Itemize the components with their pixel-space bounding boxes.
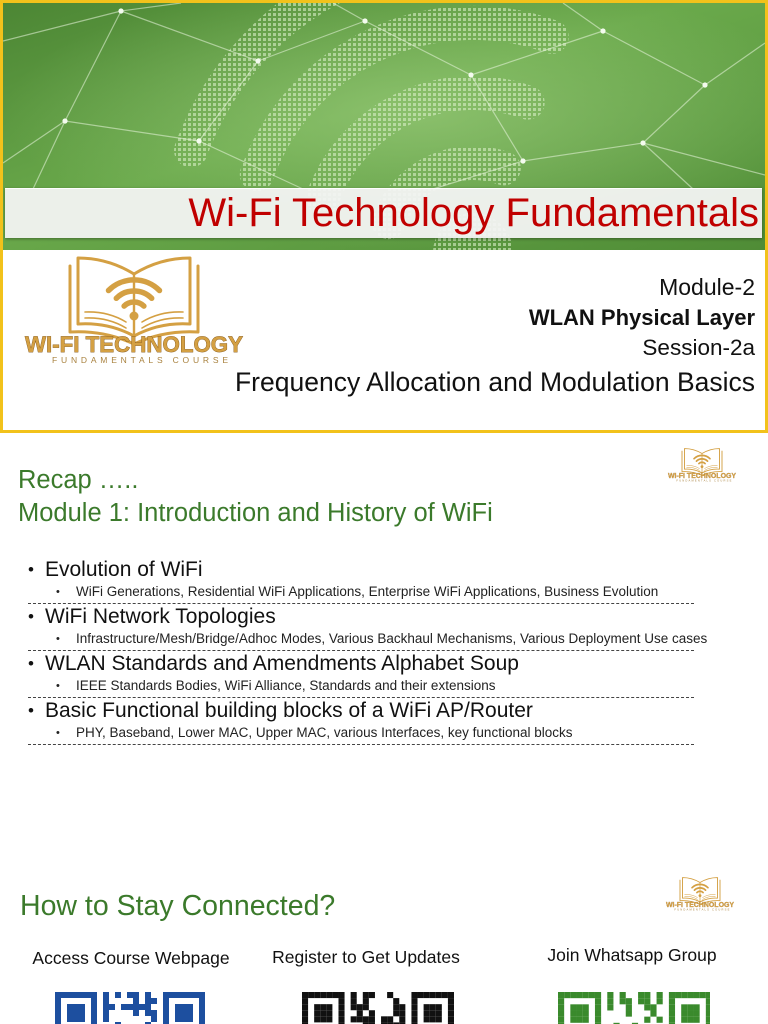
course-webpage-label: Access Course Webpage [32, 948, 230, 968]
course-logo [22, 250, 246, 365]
topic-detail: • Infrastructure/Mesh/Bridge/Adhoc Modes, Various Backhaul Mechanisms, Various Deployment Use cases [76, 630, 707, 648]
book-wifi-icon [682, 449, 722, 476]
list-item [28, 604, 708, 651]
list-item [28, 557, 694, 604]
module-label: Module-2 [659, 274, 755, 300]
register-updates-label: Register to Get Updates [272, 947, 460, 967]
course-logo [665, 875, 735, 911]
qr-code-register-updates [302, 992, 454, 1024]
qr-code-image [55, 992, 205, 1024]
list-item [28, 698, 694, 745]
whatsapp-group-label: Join Whatsapp Group [547, 945, 717, 965]
topic-title: • WLAN Standards and Amendments Alphabet Soup [45, 651, 519, 677]
title-band [5, 188, 762, 238]
course-logo-small [665, 875, 735, 911]
logo-name: WI-FI TECHNOLOGY [25, 332, 244, 357]
qr-code-course-webpage [55, 992, 207, 1024]
stay-connected-slide [0, 846, 768, 1024]
recap-topic-list [28, 557, 708, 745]
title-slide [0, 0, 768, 433]
module-topic: WLAN Physical Layer [528, 305, 755, 330]
qr-code-whatsapp-group [558, 992, 710, 1024]
logo-tagline: FUNDAMENTALS COURSE [676, 479, 732, 482]
qr-code-image [302, 992, 454, 1024]
session-subtitle: Frequency Allocation and Modulation Basics [235, 367, 755, 397]
topic-title: • Basic Functional building blocks of a WiFi AP/Router [45, 698, 533, 724]
logo-name: WI-FI TECHNOLOGY [665, 901, 735, 909]
topic-detail: • PHY, Baseband, Lower MAC, Upper MAC, various Interfaces, key functional blocks [76, 724, 572, 742]
logo-name: WI-FI TECHNOLOGY [667, 472, 737, 480]
book-wifi-icon [680, 878, 720, 905]
topic-detail: • IEEE Standards Bodies, WiFi Alliance, Standards and their extensions [76, 677, 495, 695]
list-item [28, 651, 694, 698]
recap-heading: Recap ….. [18, 466, 139, 494]
topic-title: • Evolution of WiFi [45, 557, 203, 583]
presentation-title: Wi-Fi Technology Fundamentals [188, 191, 759, 235]
topic-detail: • WiFi Generations, Residential WiFi Applications, Enterprise WiFi Applications, Business Evolution [76, 583, 658, 601]
course-logo [667, 446, 737, 482]
recap-slide [0, 436, 768, 842]
session-label: Session-2a [642, 335, 755, 360]
module-heading: Module 1: Introduction and History of WiFi [18, 499, 493, 527]
course-logo-small [667, 446, 737, 482]
qr-code-image [558, 992, 710, 1024]
logo-tagline: FUNDAMENTALS COURSE [52, 355, 228, 365]
topic-title: • WiFi Network Topologies [45, 604, 276, 630]
stay-connected-heading: How to Stay Connected? [20, 890, 336, 922]
logo-tagline: FUNDAMENTALS COURSE [674, 908, 730, 911]
